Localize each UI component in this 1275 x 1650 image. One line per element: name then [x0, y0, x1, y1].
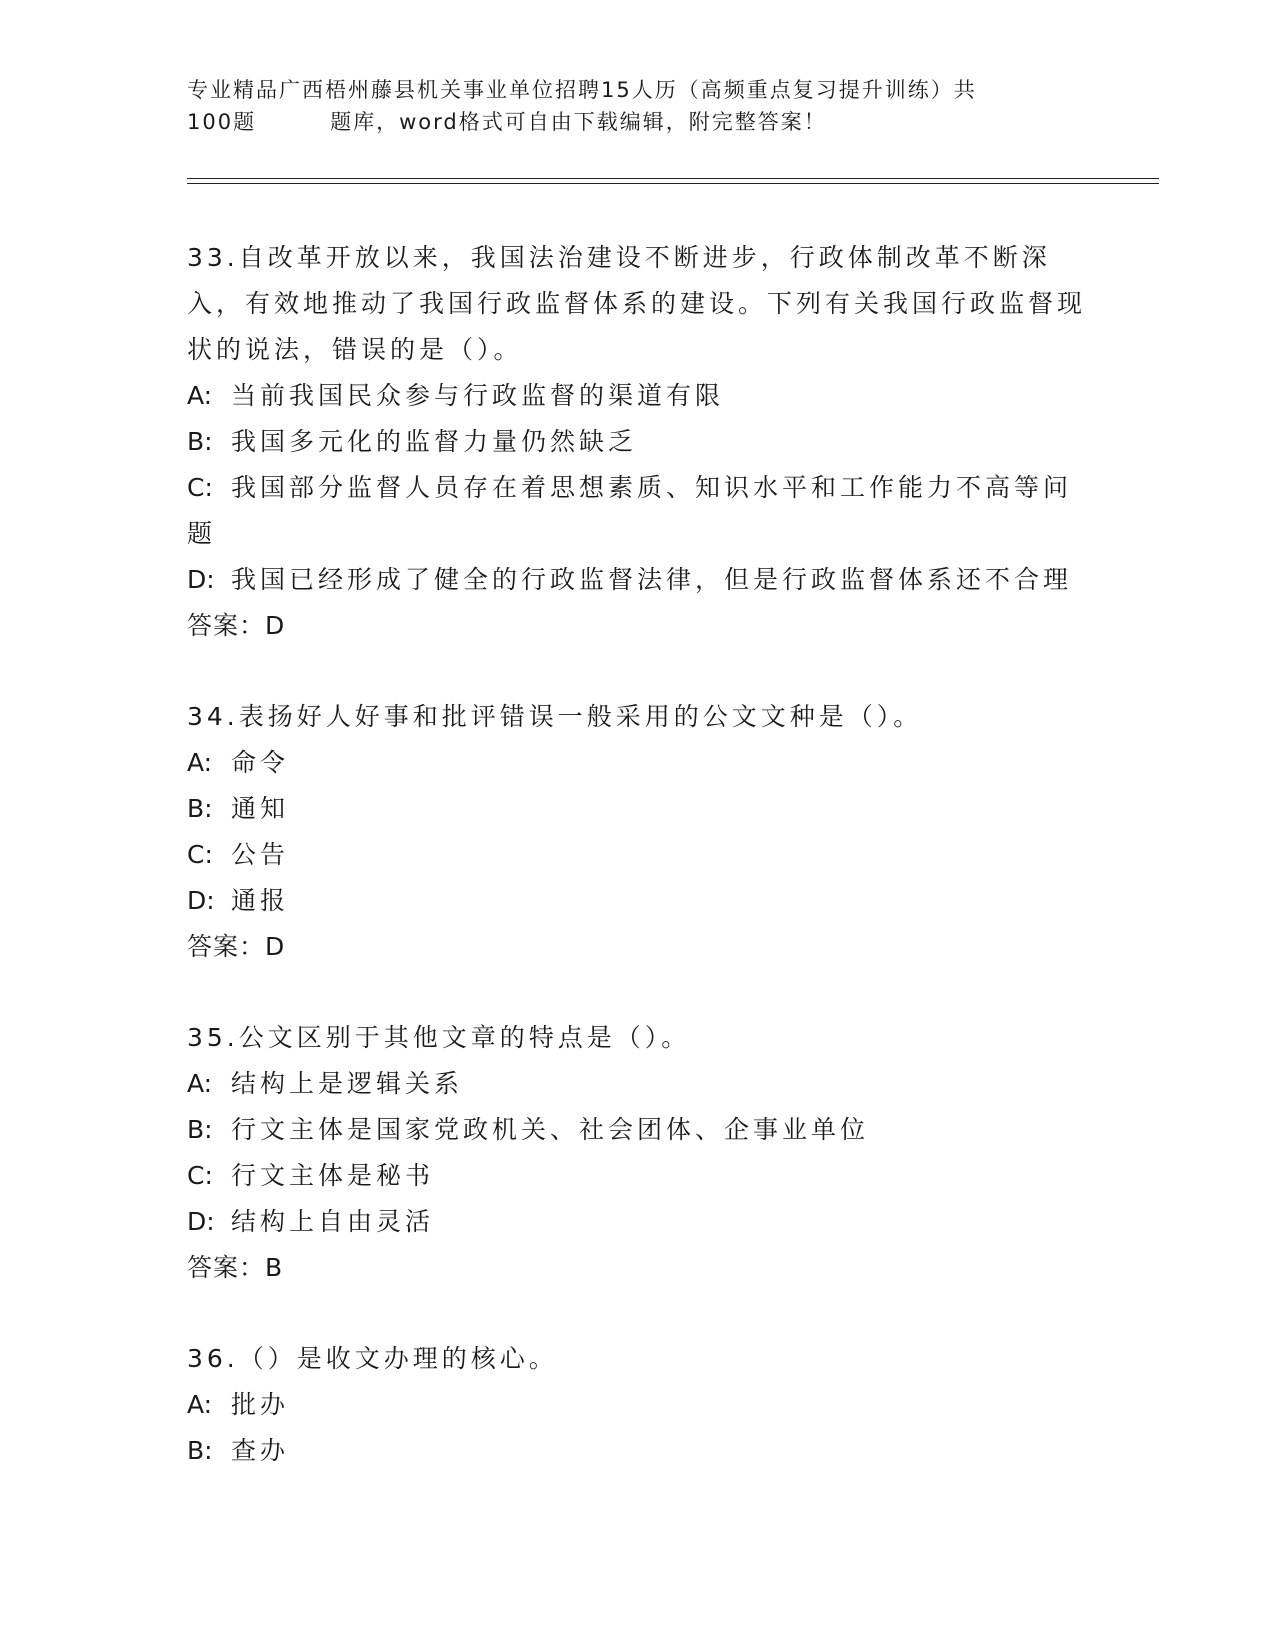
option-text: 通知 — [231, 794, 290, 823]
option-letter: D: — [187, 565, 215, 594]
option-letter: A: — [187, 381, 213, 410]
option-letter: B: — [187, 427, 213, 456]
header-divider-bottom — [187, 183, 1159, 184]
header-divider-top — [187, 178, 1159, 179]
document-header — [187, 74, 1087, 138]
option-letter: C: — [187, 473, 213, 502]
option-c — [187, 1153, 1087, 1199]
option-text: 公告 — [231, 840, 290, 869]
question-text: 36.（）是收文办理的核心。 — [187, 1344, 558, 1373]
option-d — [187, 1199, 1087, 1245]
option-text: 我国部分监督人员存在着思想素质、知识水平和工作能力不高等问题 — [187, 473, 1073, 548]
option-a — [187, 740, 1087, 786]
header-description: 题库，word格式可自由下载编辑，附完整答案！ — [330, 110, 827, 134]
option-text: 结构上是逻辑关系 — [231, 1069, 464, 1098]
header-title-line2 — [187, 106, 1087, 138]
question-35 — [187, 1015, 1087, 1291]
option-text: 我国已经形成了健全的行政监督法律，但是行政监督体系还不合理 — [231, 565, 1073, 594]
option-letter: A: — [187, 748, 213, 777]
option-letter: D: — [187, 886, 215, 915]
option-letter: B: — [187, 1436, 213, 1465]
option-text: 当前我国民众参与行政监督的渠道有限 — [231, 381, 725, 410]
question-33 — [187, 235, 1087, 649]
answer: 答案：B — [187, 1253, 284, 1282]
option-c — [187, 465, 1087, 557]
option-d — [187, 878, 1087, 924]
header-question-count: 100题 — [187, 110, 257, 134]
answer: 答案：D — [187, 932, 286, 961]
option-d — [187, 557, 1087, 603]
option-letter: B: — [187, 1115, 213, 1144]
question-text: 33.自改革开放以来，我国法治建设不断进步，行政体制改革不断深入，有效地推动了我国行政监督体系的建设。下列有关我国行政监督现状的说法，错误的是（）。 — [187, 243, 1087, 364]
option-text: 行文主体是国家党政机关、社会团体、企事业单位 — [231, 1115, 870, 1144]
option-a — [187, 1061, 1087, 1107]
option-letter: D: — [187, 1207, 215, 1236]
answer: 答案：D — [187, 611, 286, 640]
question-list — [187, 235, 1087, 1519]
option-letter: C: — [187, 840, 213, 869]
question-34 — [187, 694, 1087, 970]
question-text: 34.表扬好人好事和批评错误一般采用的公文文种是（）。 — [187, 702, 923, 731]
option-text: 结构上自由灵活 — [231, 1207, 435, 1236]
option-text: 通报 — [231, 886, 290, 915]
question-36 — [187, 1336, 1087, 1474]
option-a — [187, 373, 1087, 419]
option-letter: A: — [187, 1069, 213, 1098]
option-b — [187, 1107, 1087, 1153]
option-text: 查办 — [231, 1436, 290, 1465]
option-a — [187, 1382, 1087, 1428]
option-text: 批办 — [231, 1390, 290, 1419]
option-letter: C: — [187, 1161, 213, 1190]
question-text: 35.公文区别于其他文章的特点是（）。 — [187, 1023, 691, 1052]
option-text: 命令 — [231, 748, 290, 777]
option-b — [187, 419, 1087, 465]
option-letter: B: — [187, 794, 213, 823]
option-c — [187, 832, 1087, 878]
header-title-line1: 专业精品广西梧州藤县机关事业单位招聘15人历（高频重点复习提升训练）共 — [187, 78, 977, 102]
option-letter: A: — [187, 1390, 213, 1419]
option-text: 我国多元化的监督力量仍然缺乏 — [231, 427, 638, 456]
option-b — [187, 786, 1087, 832]
option-text: 行文主体是秘书 — [231, 1161, 435, 1190]
option-b — [187, 1428, 1087, 1474]
